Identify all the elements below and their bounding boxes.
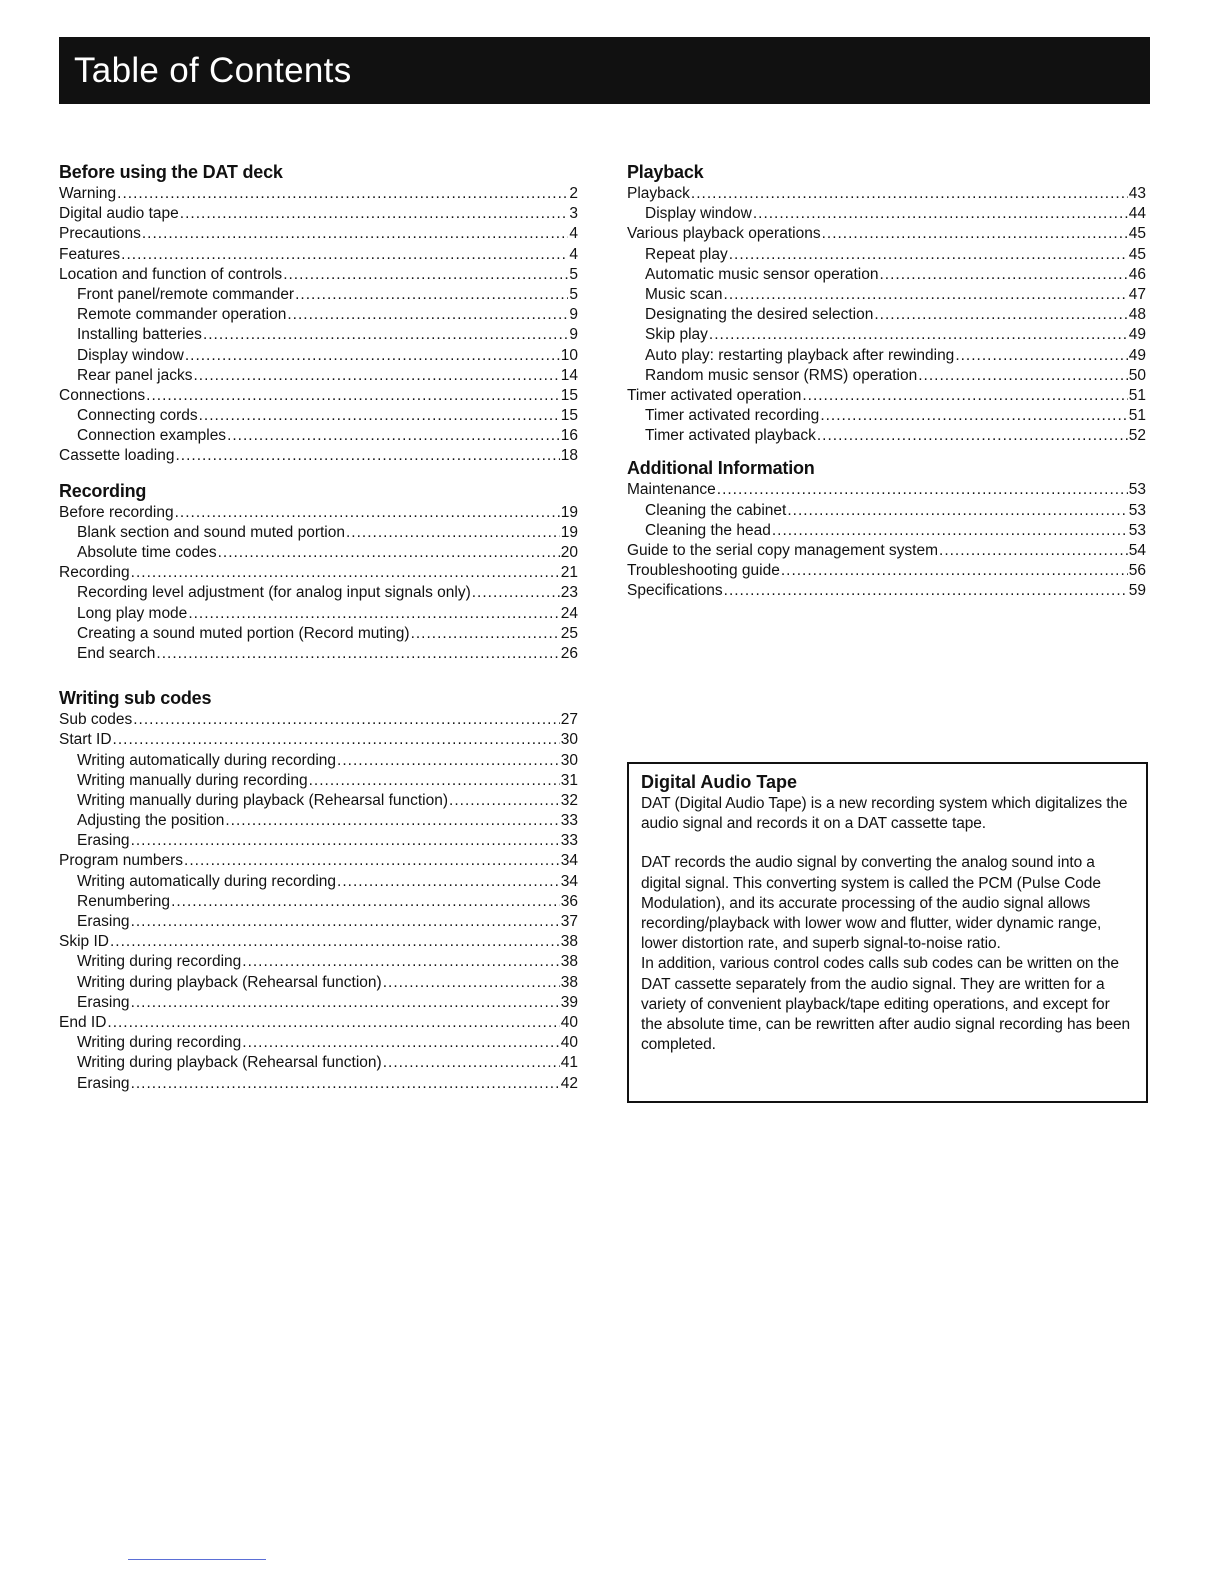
- info-box-title: Digital Audio Tape: [641, 772, 797, 792]
- section-heading: Additional Information: [627, 458, 815, 479]
- toc-entry-page: 9: [569, 326, 578, 344]
- footer-divider: [128, 1559, 266, 1560]
- toc-entry-label: Recording: [59, 564, 130, 582]
- dot-leader: [411, 624, 560, 644]
- toc-entry[interactable]: [59, 1013, 578, 1033]
- toc-entry[interactable]: [59, 644, 578, 664]
- toc-entry-page: 39: [560, 993, 578, 1011]
- dot-leader: [337, 751, 560, 771]
- toc-entry-label: Writing manually during playback (Rehearsal function): [77, 791, 449, 809]
- toc-entry-label: Absolute time codes: [77, 544, 217, 561]
- toc-entry-label: Installing batteries: [77, 326, 202, 344]
- dot-leader: [121, 245, 568, 265]
- toc-entry-label: Digital audio tape: [59, 205, 179, 223]
- toc-entry-page: 42: [560, 1074, 578, 1092]
- toc-entry[interactable]: [59, 892, 578, 912]
- toc-entry-page: 30: [560, 751, 578, 769]
- toc-entry-page: 26: [560, 644, 578, 662]
- toc-entry-label: Start ID: [59, 731, 112, 749]
- toc-entry-page: 19: [560, 523, 578, 541]
- toc-entry-page: 43: [1128, 185, 1146, 202]
- toc-entry-page: 4: [569, 245, 578, 263]
- toc-entry[interactable]: [59, 872, 578, 892]
- dot-leader: [820, 406, 1127, 426]
- toc-section-before-using: [59, 160, 578, 467]
- toc-entry[interactable]: [627, 285, 1146, 305]
- toc-entry-page: 2: [569, 185, 578, 202]
- toc-entry[interactable]: [59, 305, 578, 325]
- toc-entry[interactable]: [59, 912, 578, 932]
- toc-entry-label: Automatic music sensor operation: [645, 265, 879, 283]
- toc-entry[interactable]: [59, 184, 578, 204]
- toc-entry-label: Before recording: [59, 503, 174, 521]
- dot-leader: [472, 583, 560, 603]
- info-box-paragraph: DAT records the audio signal by converting the analog sound into a digital signal. This converting system is called the PCM (Pulse Code Modulation), and its accurate processing of the audio signal allows recording/playback with lower wow and flutter, wider dynamic range, lower distortion rate, and superb signal-to-noise ratio.: [641, 854, 1102, 953]
- toc-entry[interactable]: [59, 1033, 578, 1053]
- toc-entry-page: 9: [569, 306, 578, 324]
- toc-entry[interactable]: [59, 446, 578, 466]
- toc-entry-label: Repeat play: [645, 245, 728, 263]
- toc-entry-page: 16: [560, 427, 578, 445]
- toc-entry-page: 23: [560, 584, 578, 602]
- toc-entry[interactable]: [59, 366, 578, 386]
- toc-entry-label: Connections: [59, 386, 146, 404]
- toc-entry-page: 41: [560, 1054, 578, 1072]
- toc-entry[interactable]: [59, 583, 578, 603]
- toc-entry-label: Features: [59, 245, 121, 263]
- dot-leader: [724, 581, 1128, 601]
- toc-entry-label: Writing automatically during recording: [77, 872, 337, 890]
- toc-section-recording: [59, 479, 578, 665]
- toc-entry-page: 37: [560, 913, 578, 930]
- toc-entry-label: Writing during recording: [77, 1034, 242, 1052]
- toc-entry-page: 34: [560, 872, 578, 890]
- dot-leader: [193, 366, 559, 386]
- toc-entry-page: 53: [1128, 501, 1146, 519]
- dot-leader: [131, 563, 560, 583]
- toc-entry-page: 33: [560, 812, 578, 830]
- toc-entry-label: Blank section and sound muted portion: [77, 523, 345, 541]
- toc-entry-label: Adjusting the position: [77, 812, 225, 830]
- toc-entry-label: Program numbers: [59, 852, 184, 870]
- toc-entry-label: Warning: [59, 185, 117, 202]
- title-bar: [59, 37, 1150, 104]
- toc-entry-label: Cleaning the head: [645, 521, 771, 539]
- toc-entry-page: 33: [560, 832, 578, 850]
- dot-leader: [283, 265, 568, 285]
- toc-entry-label: Long play mode: [77, 604, 188, 622]
- toc-entry[interactable]: [59, 346, 578, 366]
- dot-leader: [772, 521, 1128, 541]
- toc-entry-page: 48: [1128, 306, 1146, 324]
- toc-entry-page: 34: [560, 852, 578, 870]
- info-box-paragraph: DAT (Digital Audio Tape) is a new recording system which digitalizes the audio signal and records it on a DAT cassette tape.: [641, 795, 1128, 833]
- toc-entry-page: 51: [1128, 386, 1146, 404]
- dot-leader: [383, 1053, 560, 1073]
- dot-leader: [242, 1033, 559, 1053]
- dot-leader: [218, 543, 560, 563]
- toc-entry[interactable]: [59, 386, 578, 406]
- toc-entry-page: 36: [560, 892, 578, 910]
- toc-entry-page: 56: [1128, 562, 1146, 580]
- toc-entry[interactable]: [59, 831, 578, 851]
- dot-leader: [918, 366, 1128, 386]
- toc-entry-page: 49: [1128, 326, 1146, 344]
- dot-leader: [817, 426, 1128, 446]
- dot-leader: [879, 265, 1127, 285]
- dot-leader: [131, 831, 560, 851]
- toc-entry[interactable]: [59, 426, 578, 446]
- toc-entry-label: Music scan: [645, 285, 723, 303]
- toc-entry[interactable]: [59, 604, 578, 624]
- toc-entry[interactable]: [627, 366, 1146, 386]
- toc-entry-page: 51: [1128, 407, 1146, 425]
- toc-entry-label: Auto play: restarting playback after rewinding: [645, 346, 955, 364]
- toc-entry-page: 18: [560, 447, 578, 465]
- toc-entry[interactable]: [627, 521, 1146, 541]
- toc-entry-label: Remote commander operation: [77, 306, 287, 324]
- toc-entry-page: 20: [560, 544, 578, 561]
- toc-entry[interactable]: [59, 811, 578, 831]
- toc-entry-page: 53: [1128, 481, 1146, 499]
- dot-leader: [107, 1013, 559, 1033]
- dot-leader: [171, 892, 560, 912]
- toc-entry-page: 21: [560, 564, 578, 582]
- toc-entry[interactable]: [627, 245, 1146, 265]
- toc-entry-label: Erasing: [77, 832, 130, 850]
- toc-entry-page: 50: [1128, 366, 1146, 384]
- toc-entry[interactable]: [627, 406, 1146, 426]
- dot-leader: [787, 501, 1127, 521]
- dot-leader: [709, 325, 1128, 345]
- dot-leader: [180, 204, 569, 224]
- info-box-digital-audio-tape: [627, 762, 1148, 1103]
- toc-entry[interactable]: [627, 581, 1146, 601]
- toc-entry-list: [627, 184, 1146, 446]
- toc-entry[interactable]: [59, 543, 578, 563]
- toc-entry-label: Various playback operations: [627, 225, 821, 243]
- toc-entry-page: 24: [560, 604, 578, 622]
- dot-leader: [287, 305, 568, 325]
- toc-entry[interactable]: [627, 204, 1146, 224]
- toc-entry[interactable]: [59, 1053, 578, 1073]
- toc-entry[interactable]: [59, 285, 578, 305]
- toc-section-writing-sub-codes: [59, 686, 578, 1094]
- dot-leader: [874, 305, 1127, 325]
- dot-leader: [131, 912, 560, 932]
- toc-entry[interactable]: [59, 771, 578, 791]
- toc-entry[interactable]: [59, 973, 578, 993]
- toc-entry[interactable]: [59, 245, 578, 265]
- toc-entry-label: Random music sensor (RMS) operation: [645, 366, 918, 384]
- dot-leader: [203, 325, 568, 345]
- toc-entry-list: [59, 503, 578, 665]
- toc-entry-page: 27: [560, 711, 578, 729]
- toc-entry[interactable]: [59, 952, 578, 972]
- toc-entry-label: Timer activated playback: [645, 427, 816, 445]
- toc-entry-page: 3: [569, 205, 578, 223]
- dot-leader: [449, 791, 560, 811]
- toc-entry-label: End search: [77, 644, 156, 662]
- dot-leader: [131, 1074, 560, 1094]
- toc-entry[interactable]: [627, 224, 1146, 244]
- toc-entry-label: Skip play: [645, 326, 708, 344]
- dot-leader: [227, 426, 560, 446]
- toc-entry[interactable]: [59, 325, 578, 345]
- toc-entry-list: [59, 184, 578, 467]
- toc-entry-page: 30: [560, 731, 578, 749]
- toc-entry-label: Erasing: [77, 913, 130, 930]
- toc-entry[interactable]: [59, 993, 578, 1013]
- section-heading: Before using the DAT deck: [59, 162, 283, 182]
- toc-entry-page: 19: [560, 503, 578, 521]
- dot-leader: [133, 710, 560, 730]
- toc-section-additional-information: [627, 456, 1146, 601]
- toc-entry-page: 45: [1128, 245, 1146, 263]
- dot-leader: [724, 285, 1128, 305]
- toc-entry-label: Erasing: [77, 1074, 130, 1092]
- toc-entry[interactable]: [59, 730, 578, 750]
- toc-entry-page: 46: [1128, 265, 1146, 283]
- toc-section-playback: [627, 160, 1146, 446]
- toc-entry-label: Writing during playback (Rehearsal function): [77, 973, 382, 991]
- toc-entry-label: Designating the desired selection: [645, 306, 874, 324]
- toc-entry[interactable]: [627, 184, 1146, 204]
- toc-entry-label: Timer activated operation: [627, 386, 802, 404]
- toc-entry-page: 38: [560, 933, 578, 951]
- toc-entry-label: Guide to the serial copy management system: [627, 542, 939, 559]
- toc-entry-list: [627, 480, 1146, 601]
- dot-leader: [117, 184, 568, 204]
- toc-entry-label: Playback: [627, 185, 690, 202]
- toc-entry[interactable]: [627, 305, 1146, 325]
- toc-entry-label: Writing manually during recording: [77, 771, 308, 789]
- toc-entry-label: Timer activated recording: [645, 407, 820, 425]
- toc-entry-page: 47: [1128, 285, 1146, 303]
- toc-entry[interactable]: [627, 346, 1146, 366]
- toc-entry-page: 52: [1128, 427, 1146, 445]
- dot-leader: [110, 932, 560, 952]
- dot-leader: [691, 184, 1128, 204]
- toc-entry-page: 15: [560, 407, 578, 425]
- toc-entry-page: 49: [1128, 346, 1146, 364]
- toc-entry-label: Erasing: [77, 993, 130, 1011]
- toc-entry[interactable]: [59, 791, 578, 811]
- toc-entry-label: Location and function of controls: [59, 265, 283, 283]
- toc-entry[interactable]: [59, 265, 578, 285]
- section-heading: Recording: [59, 480, 147, 501]
- dot-leader: [346, 523, 560, 543]
- toc-entry-page: 10: [560, 346, 578, 364]
- dot-leader: [185, 346, 560, 366]
- toc-entry[interactable]: [59, 1074, 578, 1094]
- toc-entry-page: 15: [560, 386, 578, 404]
- dot-leader: [225, 811, 559, 831]
- toc-entry-label: Sub codes: [59, 711, 133, 729]
- dot-leader: [337, 872, 560, 892]
- dot-leader: [781, 561, 1128, 581]
- dot-leader: [131, 993, 560, 1013]
- toc-entry-label: Precautions: [59, 225, 141, 243]
- toc-entry-page: 59: [1128, 582, 1146, 600]
- toc-entry-label: Display window: [77, 346, 184, 364]
- toc-entry-label: Writing during recording: [77, 953, 242, 971]
- dot-leader: [199, 406, 560, 426]
- toc-entry-page: 14: [560, 366, 578, 384]
- dot-leader: [175, 503, 560, 523]
- toc-entry[interactable]: [59, 624, 578, 644]
- toc-entry-page: 31: [560, 771, 578, 789]
- toc-entry[interactable]: [627, 501, 1146, 521]
- toc-entry-label: Front panel/remote commander: [77, 285, 295, 303]
- section-heading: Writing sub codes: [59, 688, 212, 709]
- toc-entry[interactable]: [627, 325, 1146, 345]
- toc-entry-page: 40: [560, 1013, 578, 1031]
- dot-leader: [142, 224, 569, 244]
- toc-entry[interactable]: [59, 204, 578, 224]
- toc-entry-label: Renumbering: [77, 892, 171, 910]
- toc-entry[interactable]: [59, 523, 578, 543]
- toc-entry[interactable]: [59, 710, 578, 730]
- toc-entry-label: Rear panel jacks: [77, 366, 193, 384]
- toc-entry-label: Recording level adjustment (for analog input signals only): [77, 584, 471, 602]
- toc-entry[interactable]: [627, 480, 1146, 500]
- toc-entry-label: Cleaning the cabinet: [645, 501, 787, 519]
- toc-entry[interactable]: [627, 265, 1146, 285]
- right-column: [627, 160, 1146, 602]
- toc-entry-label: Writing during playback (Rehearsal function): [77, 1054, 382, 1072]
- toc-entry[interactable]: [59, 406, 578, 426]
- toc-entry-label: Maintenance: [627, 481, 716, 499]
- toc-entry[interactable]: [627, 541, 1146, 561]
- toc-entry-page: 45: [1128, 225, 1146, 243]
- toc-entry[interactable]: [627, 386, 1146, 406]
- toc-entry[interactable]: [59, 503, 578, 523]
- toc-entry[interactable]: [59, 751, 578, 771]
- toc-entry-page: 53: [1128, 521, 1146, 539]
- section-heading: Playback: [627, 162, 704, 182]
- toc-entry-label: Creating a sound muted portion (Record muting): [77, 624, 410, 642]
- info-box-paragraph: In addition, various control codes calls sub codes can be written on the DAT cassette separately from the audio signal. They are written for a variety of convenient playback/tape editing operations, and except for the absolute time, can be rewritten after audio signal recording has been completed.: [641, 955, 1131, 1054]
- dot-leader: [939, 541, 1128, 561]
- dot-leader: [175, 446, 559, 466]
- toc-entry-label: Writing automatically during recording: [77, 751, 337, 769]
- dot-leader: [717, 480, 1128, 500]
- dot-leader: [822, 224, 1128, 244]
- toc-entry-page: 44: [1128, 205, 1146, 223]
- toc-entry[interactable]: [627, 426, 1146, 446]
- toc-entry-label: End ID: [59, 1013, 107, 1031]
- dot-leader: [383, 973, 560, 993]
- toc-entry-label: Connection examples: [77, 427, 227, 445]
- toc-entry-label: Cassette loading: [59, 447, 175, 465]
- toc-entry[interactable]: [627, 561, 1146, 581]
- dot-leader: [295, 285, 568, 305]
- toc-entry-page: 25: [560, 624, 578, 642]
- dot-leader: [753, 204, 1128, 224]
- dot-leader: [802, 386, 1127, 406]
- toc-entry[interactable]: [59, 563, 578, 583]
- toc-entry[interactable]: [59, 851, 578, 871]
- toc-entry[interactable]: [59, 932, 578, 952]
- toc-entry-label: Specifications: [627, 582, 723, 600]
- dot-leader: [113, 730, 560, 750]
- toc-entry-page: 5: [569, 285, 578, 303]
- dot-leader: [242, 952, 559, 972]
- dot-leader: [184, 851, 560, 871]
- toc-entry-page: 38: [560, 953, 578, 971]
- dot-leader: [955, 346, 1127, 366]
- toc-entry-page: 32: [560, 791, 578, 809]
- toc-entry-label: Connecting cords: [77, 407, 198, 425]
- toc-entry-label: Troubleshooting guide: [627, 562, 780, 580]
- dot-leader: [729, 245, 1128, 265]
- toc-entry-label: Skip ID: [59, 933, 109, 951]
- toc-entry-page: 4: [569, 225, 578, 243]
- toc-entry[interactable]: [59, 224, 578, 244]
- left-column: [59, 160, 578, 1094]
- toc-entry-page: 54: [1128, 542, 1146, 559]
- toc-entry-page: 40: [560, 1034, 578, 1052]
- toc-entry-page: 5: [569, 265, 578, 283]
- toc-entry-page: 38: [560, 973, 578, 991]
- dot-leader: [146, 386, 560, 406]
- page-title: Table of Contents: [74, 51, 352, 90]
- dot-leader: [188, 604, 559, 624]
- dot-leader: [309, 771, 560, 791]
- toc-entry-list: [59, 710, 578, 1094]
- dot-leader: [156, 644, 559, 664]
- toc-entry-label: Display window: [645, 205, 752, 223]
